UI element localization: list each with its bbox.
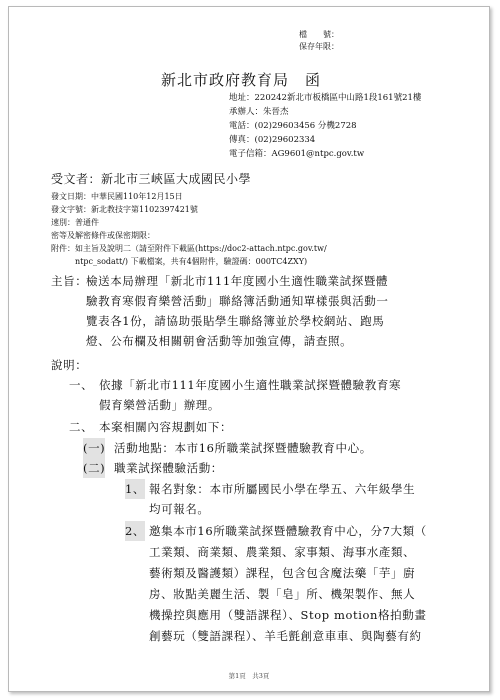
point-2-line-2: 工業類、商業類、農業類、家事類、海事水產類、 [149, 545, 416, 559]
document-number: 發文字號：新北教技字第1102397421號 [51, 205, 198, 214]
point-2-line-4: 房、妝點美麗生活、製「皂」所、機架製作、無人 [149, 587, 416, 601]
contact-person: 承辦人：朱晉杰 [229, 107, 289, 117]
file-number-label: 檔 號： [299, 30, 339, 39]
contact-address: 地址：220242新北市板橋區中山路1段161號21樓 [229, 93, 422, 103]
contact-phone: 電話：(02)29603456 分機2728 [229, 121, 357, 131]
subject-line-3: 覽表各1份，請協助張貼學生聯絡簿並於學校網站、跑馬 [86, 314, 385, 328]
point-2-line-6: 創藝玩（雙語課程）、羊毛氈創意車車、與陶藝有約 [149, 629, 422, 643]
point-1-line-2: 均可報名。 [149, 502, 210, 516]
point-2-line-5: 機操控與應用（雙語課程）、Stop motion格拍動畫 [149, 608, 427, 622]
issue-date: 發文日期：中華民國110年12月15日 [51, 192, 183, 201]
point-1-number: 1、 [125, 479, 145, 499]
sub-1-text: 活動地點：本市16所職業試探暨體驗教育中心。 [114, 441, 372, 455]
sub-1-number: (一) [83, 438, 105, 458]
point-2-number: 2、 [125, 521, 145, 541]
point-2-line-1: 邀集本市16所職業試探暨體驗教育中心，分7大類（ [149, 524, 427, 538]
item-2-text: 本案相關內容規劃如下： [99, 420, 233, 434]
subject-line-1: 檢送本局辦理「新北市111年度國小生適性職業試探暨體 [86, 274, 389, 288]
explanation-label: 說明： [51, 358, 88, 372]
page-footer: 第1頁 共3頁 [228, 672, 270, 680]
contact-email: 電子信箱：AG9601@ntpc.gov.tw [229, 149, 365, 159]
subject-label: 主旨： [51, 274, 88, 288]
item-1-line-2: 假育樂營活動」辦理。 [99, 398, 220, 412]
delivery-speed: 速別：普通件 [51, 218, 99, 227]
point-2-line-3: 藝術類及醫護類）課程，包含包含魔法藥「芋」廚 [149, 566, 416, 580]
attachment-line-2: ntpc_sodatt/) 下載檔案，共有4個附件，驗證碼：000TC4ZXY) [75, 257, 308, 266]
subject-line-4: 燈、公布欄及相關朝會活動等加強宣傳，請查照。 [86, 334, 353, 348]
sub-2-number: (二) [83, 458, 105, 478]
contact-fax: 傳真：(02)29602334 [229, 135, 316, 145]
item-1-line-1: 依據「新北市111年度國小生適性職業試探暨體驗教育寒 [99, 378, 402, 392]
secrecy-level: 密等及解密條件或保密期限： [51, 231, 155, 240]
document-page [8, 6, 490, 692]
sub-2-text: 職業試探體驗活動： [114, 461, 223, 475]
item-2-number: 二、 [69, 420, 94, 434]
document-title: 新北市政府教育局 函 [161, 71, 322, 89]
point-1-line-1: 報名對象：本市所屬國民小學在學五、六年級學生 [149, 482, 416, 496]
item-1-number: 一、 [69, 378, 94, 392]
subject-line-2: 驗教育寒假育樂營活動」聯絡簿活動通知單樣張與活動一 [86, 294, 389, 308]
recipient: 受文者：新北市三峽區大成國民小學 [51, 172, 252, 186]
attachment-line-1: 附件：如主旨及說明二（請至附件下載區(https://doc2-attach.ntpc.gov.tw/ [51, 244, 327, 253]
retention-period-label: 保存年限： [299, 42, 339, 51]
